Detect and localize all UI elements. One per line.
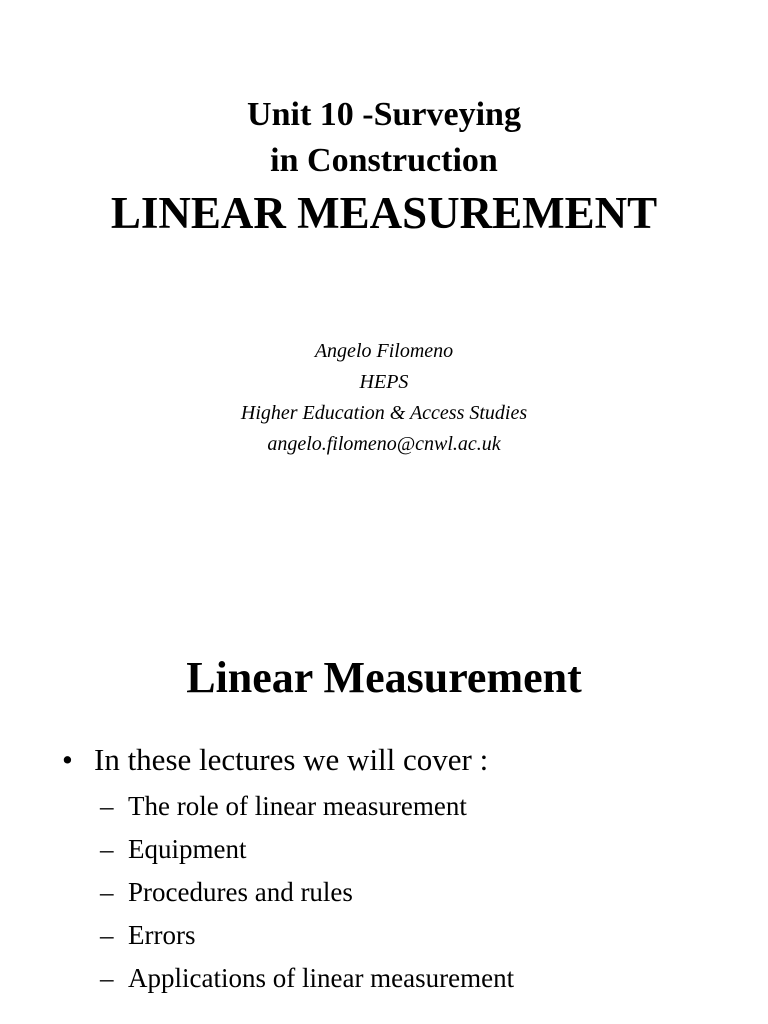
dash-marker: – xyxy=(100,963,114,993)
sub-bullet-item xyxy=(100,786,514,829)
sub-bullet-text: Errors xyxy=(128,920,196,950)
sub-bullet-text: Procedures and rules xyxy=(128,877,353,907)
author-block xyxy=(0,336,768,460)
unit-title-line-1: Unit 10 -Surveying xyxy=(247,96,521,133)
sub-bullet-item xyxy=(100,829,514,872)
slide-title: Linear Measurement xyxy=(186,653,582,702)
dash-marker: – xyxy=(100,791,114,821)
bullet-marker: • xyxy=(62,742,73,777)
bullet-item xyxy=(62,740,488,780)
unit-title-line-2: in Construction xyxy=(270,142,498,179)
bullet-text: In these lectures we will cover : xyxy=(94,742,489,777)
sub-bullet-text: The role of linear measurement xyxy=(128,791,467,821)
sub-bullet-item xyxy=(100,872,514,915)
sub-bullet-item xyxy=(100,958,514,1001)
dash-marker: – xyxy=(100,834,114,864)
author-faculty: Higher Education & Access Studies xyxy=(240,402,528,424)
dash-marker: – xyxy=(100,877,114,907)
author-name: Angelo Filomeno xyxy=(314,340,454,362)
main-title: LINEAR MEASUREMENT xyxy=(110,188,658,238)
sub-bullet-text: Applications of linear measurement xyxy=(128,963,515,993)
dash-marker: – xyxy=(100,920,114,950)
content-slide xyxy=(0,512,768,1024)
author-department: HEPS xyxy=(359,371,409,393)
sub-bullet-text: Equipment xyxy=(128,834,247,864)
sub-bullet-item xyxy=(100,915,514,958)
sub-bullet-list xyxy=(100,786,514,1001)
author-email: angelo.filomeno@cnwl.ac.uk xyxy=(267,433,501,455)
